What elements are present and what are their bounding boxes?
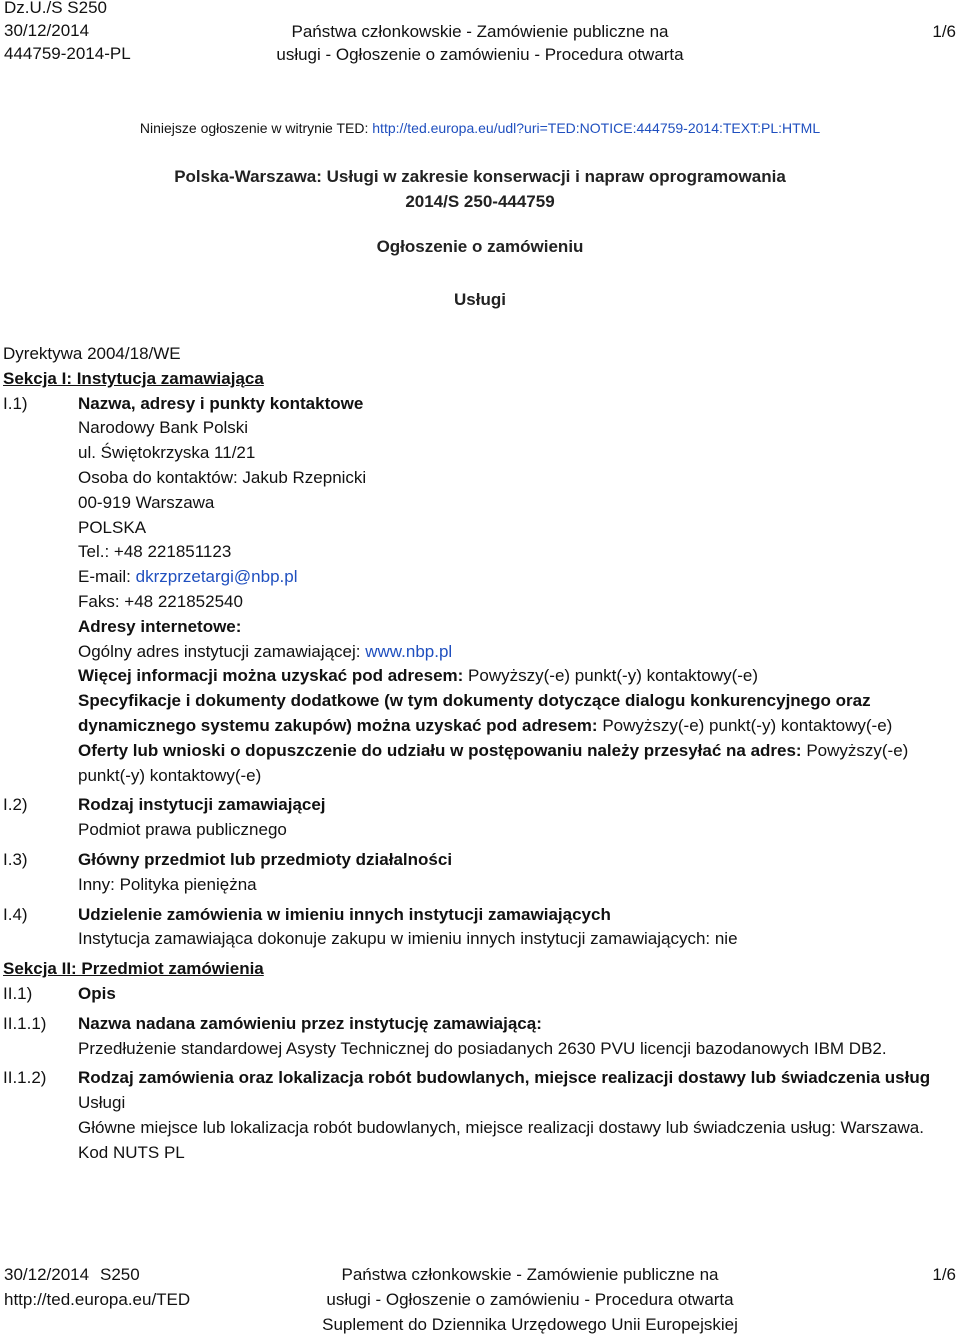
item-i4 (0, 903, 960, 953)
item-title: Udzielenie zamówienia w imieniu innych instytucji zamawiających (78, 904, 611, 924)
org-street: ul. Świętokrzyska 11/21 (78, 443, 256, 463)
footer-page-number: 1/6 (932, 1265, 956, 1284)
directive: Dyrektywa 2004/18/WE (3, 344, 181, 363)
header-date: 30/12/2014 (4, 21, 90, 40)
specs-line (78, 689, 944, 739)
contract-type: Usługi (78, 1093, 126, 1113)
tel: Tel.: +48 221851123 (78, 542, 232, 562)
item-ii1 (0, 982, 960, 1007)
item-title: Rodzaj instytucji zamawiającej (78, 795, 326, 815)
org-name: Narodowy Bank Polski (78, 418, 249, 438)
email-link[interactable]: dkrzprzetargi@nbp.pl (135, 567, 298, 587)
fax: Faks: +48 221852540 (78, 591, 243, 611)
web-heading: Adresy internetowe: (78, 616, 242, 636)
item-i3 (0, 848, 960, 898)
footer-center (0, 1262, 960, 1337)
header-title (0, 20, 960, 66)
header-source: Dz.U./S S250 (4, 0, 107, 17)
more-info-label: Więcej informacji można uzyskać pod adresem: (78, 666, 464, 686)
item-number: I.2) (3, 795, 28, 815)
item-content (78, 1012, 960, 1062)
item-title: Rodzaj zamówienia oraz lokalizacja robót budowlanych, miejsce realizacji dostawy lub świadczenia usług (78, 1068, 931, 1088)
item-i1 (0, 392, 960, 789)
item-number: I.3) (3, 849, 28, 869)
item-title: Główny przedmiot lub przedmioty działalności (78, 849, 453, 869)
item-value: Inny: Polityka pieniężna (78, 874, 257, 894)
more-info-line (78, 664, 944, 689)
notice-ref-number: 2014/S 250-444759 (405, 192, 555, 211)
footer-line1: Państwa członkowskie - Zamówienie publiczne na (341, 1265, 719, 1284)
notice-url-link[interactable]: http://ted.europa.eu/udl?uri=TED:NOTICE:444759-2014:TEXT:PL:HTML (372, 120, 821, 136)
header-title-line1: Państwa członkowskie - Zamówienie publiczne na (291, 22, 669, 41)
footer-date: 30/12/2014 (4, 1265, 90, 1284)
item-i2 (0, 793, 960, 843)
specs-value: Powyższy(-e) punkt(-y) kontaktowy(-e) (602, 715, 893, 735)
item-value: Instytucja zamawiająca dokonuje zakupu w imieniu innych instytucji zamawiających: nie (78, 929, 738, 949)
web-url-link[interactable]: www.nbp.pl (365, 641, 453, 661)
document-body (0, 342, 960, 1166)
section-1-heading: Sekcja I: Instytucja zamawiająca (3, 368, 264, 388)
offers-label: Oferty lub wnioski o dopuszczenie do udziału w postępowaniu należy przesyłać na adres: (78, 740, 802, 760)
item-content (78, 793, 960, 843)
section-2-heading: Sekcja II: Przedmiot zamówienia (3, 959, 264, 979)
item-title: Opis (78, 983, 116, 1003)
item-content (78, 1066, 960, 1165)
item-ii12 (0, 1066, 960, 1165)
web-line (78, 640, 944, 665)
item-content (78, 903, 960, 953)
item-content (78, 982, 960, 1007)
header-page-number: 1/6 (932, 22, 956, 41)
place-of-performance: Główne miejsce lub lokalizacja robót budowlanych, miejsce realizacji dostawy lub świadczenia usług: Warszawa. (78, 1117, 924, 1137)
web-label: Ogólny adres instytucji zamawiającej: (78, 641, 361, 661)
header-title-line2: usługi - Ogłoszenie o zamówieniu - Procedura otwarta (276, 45, 684, 64)
item-title: Nazwa, adresy i punkty kontaktowe (78, 393, 364, 413)
specs-label: Specyfikacje i dokumenty dodatkowe (w tym dokumenty dotyczące dialogu konkurencyjnego oraz dynamicznego systemu zakupów) można uzyskać pod adresem: (78, 691, 871, 735)
notice-type: Ogłoszenie o zamówieniu (376, 237, 584, 256)
footer-series: S250 (100, 1265, 140, 1284)
footer-url: http://ted.europa.eu/TED (4, 1290, 191, 1309)
notice-category: Usługi (454, 290, 506, 309)
offers-value: Powyższy(-e) punkt(-y) kontaktowy(-e) (78, 740, 909, 785)
item-number: II.1.1) (3, 1013, 47, 1033)
email-line (78, 565, 944, 590)
item-content (78, 848, 960, 898)
footer-line3: Suplement do Dziennika Urzędowego Unii Europejskiej (322, 1315, 738, 1334)
org-city: 00-919 Warszawa (78, 492, 215, 512)
footer-line2: usługi - Ogłoszenie o zamówieniu - Procedura otwarta (326, 1290, 734, 1309)
item-number: II.1) (3, 983, 33, 1003)
item-number: I.1) (3, 393, 28, 413)
page-footer (0, 1262, 960, 1334)
item-content (78, 392, 960, 789)
item-value: Przedłużenie standardowej Asysty Technicznej do posiadanych 2630 PVU licencji bazodanowych IBM DB2. (78, 1038, 887, 1058)
more-info-value: Powyższy(-e) punkt(-y) kontaktowy(-e) (468, 666, 759, 686)
item-title: Nazwa nadana zamówieniu przez instytucję zamawiającą: (78, 1013, 542, 1033)
item-number: I.4) (3, 904, 28, 924)
page-header (0, 0, 960, 70)
item-ii11 (0, 1012, 960, 1062)
nuts-code: Kod NUTS PL (78, 1142, 185, 1162)
notice-line (0, 120, 960, 136)
item-number: II.1.2) (3, 1068, 47, 1088)
notice-main-title: Polska-Warszawa: Usługi w zakresie konserwacji i napraw oprogramowania (174, 167, 786, 186)
item-value: Podmiot prawa publicznego (78, 820, 287, 840)
notice-prefix: Niniejsze ogłoszenie w witrynie TED: (139, 120, 369, 136)
offers-line (78, 739, 944, 789)
contact-person: Osoba do kontaktów: Jakub Rzepnicki (78, 467, 367, 487)
org-country: POLSKA (78, 517, 147, 537)
header-ref: 444759-2014-PL (4, 44, 131, 63)
email-label: E-mail: (78, 567, 131, 587)
